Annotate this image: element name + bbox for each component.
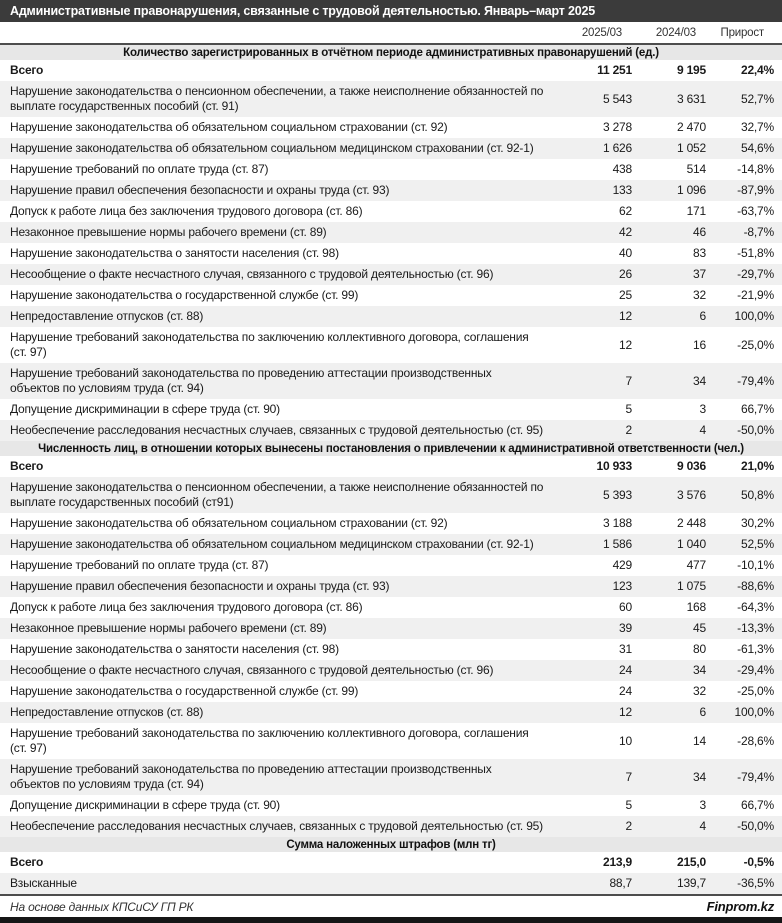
value-2024-03: 215,0 bbox=[676, 855, 706, 869]
value-2024-03: 1 040 bbox=[676, 537, 706, 551]
title-bar bbox=[0, 0, 782, 22]
value-2025-03: 5 bbox=[625, 402, 632, 416]
row-label: Допущение дискриминации в сфере труда (ст. 90) bbox=[10, 402, 280, 416]
table-row bbox=[0, 852, 782, 873]
value-2024-03: 139,7 bbox=[676, 876, 706, 890]
table-row bbox=[0, 81, 782, 117]
row-label: Всего bbox=[10, 63, 44, 77]
value-growth: -87,9% bbox=[737, 183, 774, 197]
row-label: Несообщение о факте несчастного случая, связанного с трудовой деятельностью (ст. 96) bbox=[10, 663, 494, 677]
value-2024-03: 83 bbox=[693, 246, 706, 260]
value-2024-03: 4 bbox=[699, 423, 706, 437]
table-row bbox=[0, 243, 782, 264]
table-row bbox=[0, 420, 782, 441]
row-label: Нарушение требований законодательства по заключению коллективного договора, соглашения (ст. 97) bbox=[10, 330, 529, 359]
row-label: Незаконное превышение нормы рабочего времени (ст. 89) bbox=[10, 225, 327, 239]
column-header-2025-03: 2025/03 bbox=[581, 26, 622, 39]
value-growth: 32,7% bbox=[740, 120, 774, 134]
value-2024-03: 3 576 bbox=[676, 487, 706, 502]
table-row bbox=[0, 816, 782, 837]
value-2025-03: 10 933 bbox=[596, 459, 632, 473]
value-2025-03: 25 bbox=[619, 288, 632, 302]
table-row bbox=[0, 399, 782, 420]
value-2024-03: 32 bbox=[693, 288, 706, 302]
value-growth: 52,7% bbox=[740, 91, 774, 106]
value-2025-03: 429 bbox=[612, 558, 632, 572]
table-row bbox=[0, 618, 782, 639]
value-2024-03: 34 bbox=[693, 373, 706, 388]
value-2025-03: 60 bbox=[619, 600, 632, 614]
value-2025-03: 5 bbox=[625, 798, 632, 812]
value-2024-03: 3 bbox=[699, 402, 706, 416]
value-growth: -29,4% bbox=[737, 663, 774, 677]
column-header-spacer bbox=[0, 30, 564, 36]
value-2024-03: 45 bbox=[693, 621, 706, 635]
value-2024-03: 477 bbox=[686, 558, 706, 572]
row-label: Нарушение законодательства о занятости населения (ст. 98) bbox=[10, 642, 339, 656]
value-2025-03: 42 bbox=[619, 225, 632, 239]
value-growth: 100,0% bbox=[734, 309, 774, 323]
value-2025-03: 123 bbox=[612, 579, 632, 593]
row-label: Допущение дискриминации в сфере труда (ст. 90) bbox=[10, 798, 280, 812]
row-label: Нарушение требований законодательства по проведению аттестации производственных объектов по условиям труда (ст. 94) bbox=[10, 762, 492, 791]
value-2025-03: 1 626 bbox=[602, 141, 632, 155]
table-row bbox=[0, 180, 782, 201]
value-2024-03: 9 036 bbox=[676, 459, 706, 473]
value-2024-03: 171 bbox=[686, 204, 706, 218]
value-growth: -50,0% bbox=[737, 423, 774, 437]
page-title: Административные правонарушения, связанные с трудовой деятельностью. Январь–март 2025 bbox=[10, 4, 595, 18]
table-row bbox=[0, 534, 782, 555]
value-2025-03: 24 bbox=[619, 663, 632, 677]
value-2025-03: 5 543 bbox=[602, 91, 632, 106]
table-row bbox=[0, 555, 782, 576]
value-growth: -51,8% bbox=[737, 246, 774, 260]
table-row bbox=[0, 222, 782, 243]
value-2024-03: 2 470 bbox=[676, 120, 706, 134]
value-2025-03: 11 251 bbox=[597, 63, 632, 77]
value-growth: 22,4% bbox=[740, 63, 774, 77]
value-2025-03: 133 bbox=[612, 183, 632, 197]
value-2024-03: 16 bbox=[693, 337, 706, 352]
table-row bbox=[0, 327, 782, 363]
table-row bbox=[0, 477, 782, 513]
table-row bbox=[0, 456, 782, 477]
value-growth: -21,9% bbox=[737, 288, 774, 302]
footer bbox=[0, 894, 782, 917]
value-2024-03: 34 bbox=[693, 769, 706, 784]
table-body bbox=[0, 45, 782, 894]
table-row bbox=[0, 639, 782, 660]
table-row bbox=[0, 576, 782, 597]
value-2025-03: 12 bbox=[619, 705, 632, 719]
table-row bbox=[0, 873, 782, 894]
value-2025-03: 12 bbox=[619, 309, 632, 323]
value-growth: 30,2% bbox=[740, 516, 774, 530]
row-label: Нарушение законодательства об обязательном социальном медицинском страховании (ст. 92-1) bbox=[10, 141, 534, 155]
value-2025-03: 1 586 bbox=[602, 537, 632, 551]
column-header-row bbox=[0, 22, 782, 45]
value-growth: -36,5% bbox=[737, 876, 774, 890]
value-2025-03: 31 bbox=[619, 642, 632, 656]
value-2025-03: 10 bbox=[619, 733, 632, 748]
row-label: Необеспечение расследования несчастных случаев, связанных с трудовой деятельностью (ст. 95) bbox=[10, 423, 543, 437]
value-2025-03: 438 bbox=[612, 162, 632, 176]
row-label: Непредоставление отпусков (ст. 88) bbox=[10, 309, 204, 323]
table-row bbox=[0, 201, 782, 222]
row-label: Нарушение требований законодательства по заключению коллективного договора, соглашения (ст. 97) bbox=[10, 726, 529, 755]
row-label: Нарушение правил обеспечения безопасности и охраны труда (ст. 93) bbox=[10, 579, 390, 593]
value-2024-03: 37 bbox=[693, 267, 706, 281]
value-2024-03: 2 448 bbox=[676, 516, 706, 530]
value-2024-03: 32 bbox=[693, 684, 706, 698]
row-label: Необеспечение расследования несчастных случаев, связанных с трудовой деятельностью (ст. 95) bbox=[10, 819, 543, 833]
value-2025-03: 7 bbox=[625, 769, 632, 784]
column-header-growth: Прирост bbox=[720, 26, 764, 39]
table-row bbox=[0, 264, 782, 285]
value-growth: -79,4% bbox=[737, 373, 774, 388]
value-growth: -0,5% bbox=[743, 855, 774, 869]
value-2025-03: 2 bbox=[625, 423, 632, 437]
value-2024-03: 14 bbox=[693, 733, 706, 748]
value-2024-03: 3 bbox=[699, 798, 706, 812]
row-label: Несообщение о факте несчастного случая, связанного с трудовой деятельностью (ст. 96) bbox=[10, 267, 494, 281]
table-row bbox=[0, 702, 782, 723]
value-2025-03: 12 bbox=[619, 337, 632, 352]
row-label: Нарушение требований законодательства по проведению аттестации производственных объектов по условиям труда (ст. 94) bbox=[10, 366, 492, 395]
row-label: Нарушение требований по оплате труда (ст. 87) bbox=[10, 558, 269, 572]
value-growth: -13,3% bbox=[737, 621, 774, 635]
table-row bbox=[0, 285, 782, 306]
table-row bbox=[0, 723, 782, 759]
value-growth: -61,3% bbox=[737, 642, 774, 656]
value-2024-03: 6 bbox=[699, 705, 706, 719]
value-2025-03: 3 188 bbox=[602, 516, 632, 530]
value-growth: -10,1% bbox=[737, 558, 774, 572]
row-label: Нарушение законодательства об обязательном социальном страховании (ст. 92) bbox=[10, 120, 448, 134]
value-2024-03: 9 195 bbox=[676, 63, 706, 77]
row-label: Нарушение законодательства о занятости населения (ст. 98) bbox=[10, 246, 339, 260]
value-2024-03: 3 631 bbox=[676, 91, 706, 106]
value-2024-03: 4 bbox=[699, 819, 706, 833]
table-row bbox=[0, 117, 782, 138]
value-2024-03: 6 bbox=[699, 309, 706, 323]
value-2024-03: 80 bbox=[693, 642, 706, 656]
table-row bbox=[0, 513, 782, 534]
table-row bbox=[0, 795, 782, 816]
value-growth: 52,5% bbox=[740, 537, 774, 551]
value-2024-03: 46 bbox=[693, 225, 706, 239]
value-growth: -28,6% bbox=[737, 733, 774, 748]
row-label: Нарушение законодательства о пенсионном обеспечении, а также неисполнение обязанностей по выплате государственных пособий (ст91) bbox=[10, 480, 544, 509]
data-source-note: На основе данных КПСиСУ ГП РК bbox=[10, 899, 194, 914]
table-row bbox=[0, 660, 782, 681]
row-label: Незаконное превышение нормы рабочего времени (ст. 89) bbox=[10, 621, 327, 635]
section-header: Численность лиц, в отношении которых вынесены постановления о привлечении к административной ответственности (чел.) bbox=[0, 441, 782, 456]
value-growth: -25,0% bbox=[737, 337, 774, 352]
value-2025-03: 39 bbox=[619, 621, 632, 635]
table-row bbox=[0, 681, 782, 702]
value-growth: -14,8% bbox=[737, 162, 774, 176]
table-row bbox=[0, 60, 782, 81]
value-growth: -8,7% bbox=[743, 225, 774, 239]
value-growth: 21,0% bbox=[740, 459, 774, 473]
value-2024-03: 1 052 bbox=[676, 141, 706, 155]
row-label: Нарушение законодательства о государственной службе (ст. 99) bbox=[10, 288, 359, 302]
value-2024-03: 1 075 bbox=[676, 579, 706, 593]
row-label: Нарушение законодательства о государственной службе (ст. 99) bbox=[10, 684, 359, 698]
value-2025-03: 40 bbox=[619, 246, 632, 260]
table-row bbox=[0, 597, 782, 618]
value-growth: -29,7% bbox=[737, 267, 774, 281]
value-growth: 100,0% bbox=[734, 705, 774, 719]
row-label: Непредоставление отпусков (ст. 88) bbox=[10, 705, 204, 719]
value-2024-03: 34 bbox=[693, 663, 706, 677]
value-growth: -50,0% bbox=[737, 819, 774, 833]
row-label: Допуск к работе лица без заключения трудового договора (ст. 86) bbox=[10, 600, 363, 614]
row-label: Всего bbox=[10, 459, 44, 473]
table-row bbox=[0, 159, 782, 180]
row-label: Нарушение законодательства об обязательном социальном медицинском страховании (ст. 92-1) bbox=[10, 537, 534, 551]
value-growth: -64,3% bbox=[737, 600, 774, 614]
value-2025-03: 3 278 bbox=[602, 120, 632, 134]
value-growth: -25,0% bbox=[737, 684, 774, 698]
value-growth: -79,4% bbox=[737, 769, 774, 784]
value-growth: 66,7% bbox=[740, 798, 774, 812]
bottom-bar bbox=[0, 917, 782, 923]
value-2025-03: 5 393 bbox=[602, 487, 632, 502]
value-growth: -63,7% bbox=[737, 204, 774, 218]
row-label: Взысканные bbox=[10, 876, 77, 890]
row-label: Нарушение законодательства о пенсионном обеспечении, а также неисполнение обязанностей по выплате государственных пособий (ст. 91) bbox=[10, 84, 544, 113]
table-row bbox=[0, 363, 782, 399]
brand-watermark: Finprom.kz bbox=[706, 899, 774, 914]
table-row bbox=[0, 138, 782, 159]
table-row bbox=[0, 306, 782, 327]
value-2025-03: 88,7 bbox=[609, 876, 632, 890]
value-2025-03: 213,9 bbox=[602, 855, 632, 869]
value-2025-03: 7 bbox=[625, 373, 632, 388]
row-label: Нарушение законодательства об обязательном социальном страховании (ст. 92) bbox=[10, 516, 448, 530]
value-2024-03: 1 096 bbox=[676, 183, 706, 197]
value-growth: 50,8% bbox=[740, 487, 774, 502]
column-header-2024-03: 2024/03 bbox=[655, 26, 696, 39]
row-label: Нарушение требований по оплате труда (ст. 87) bbox=[10, 162, 269, 176]
value-growth: -88,6% bbox=[737, 579, 774, 593]
row-label: Нарушение правил обеспечения безопасности и охраны труда (ст. 93) bbox=[10, 183, 390, 197]
value-2025-03: 26 bbox=[619, 267, 632, 281]
value-growth: 54,6% bbox=[740, 141, 774, 155]
section-header: Сумма наложенных штрафов (млн тг) bbox=[0, 837, 782, 852]
value-2025-03: 2 bbox=[625, 819, 632, 833]
value-2024-03: 168 bbox=[686, 600, 706, 614]
value-2025-03: 62 bbox=[619, 204, 632, 218]
value-growth: 66,7% bbox=[740, 402, 774, 416]
table-row bbox=[0, 759, 782, 795]
row-label: Допуск к работе лица без заключения трудового договора (ст. 86) bbox=[10, 204, 363, 218]
value-2025-03: 24 bbox=[619, 684, 632, 698]
value-2024-03: 514 bbox=[686, 162, 706, 176]
row-label: Всего bbox=[10, 855, 44, 869]
section-header: Количество зарегистрированных в отчётном периоде административных правонарушений (ед.) bbox=[0, 45, 782, 60]
